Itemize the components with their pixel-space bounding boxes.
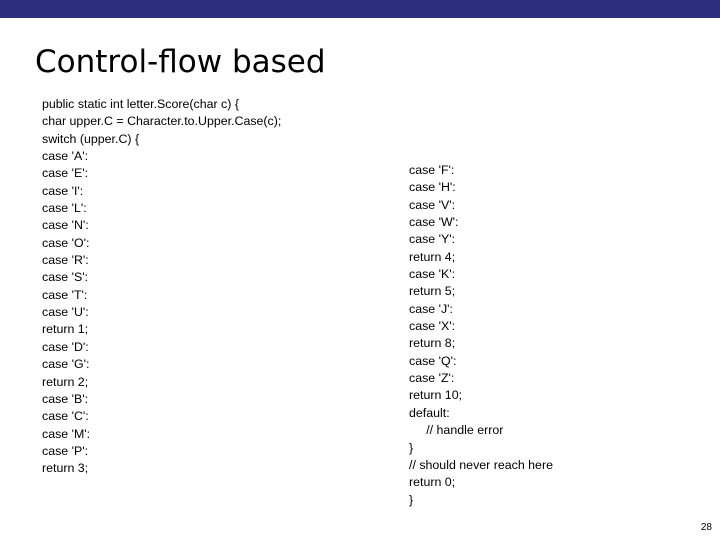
code-line: case 'X': (409, 319, 456, 334)
code-line: case 'Q': (409, 353, 457, 368)
code-line: case 'W': (409, 215, 459, 230)
code-line: default: (409, 405, 450, 420)
code-line: return 3; (42, 461, 89, 476)
code-line: case 'R': (42, 253, 89, 268)
code-line: case 'F': (409, 163, 455, 177)
code-line: case 'T': (42, 287, 88, 302)
code-line: char upper.C = Character.to.Upper.Case(c); (42, 114, 282, 129)
code-line: case 'B': (42, 391, 89, 406)
code-line: case 'E': (42, 166, 89, 181)
code-line: case 'M': (42, 426, 91, 441)
code-line: case 'Y': (409, 232, 456, 247)
code-line: case 'K': (409, 267, 456, 282)
code-line: case 'J': (409, 301, 453, 316)
code-line: return 2; (42, 374, 89, 389)
code-block-left (42, 96, 281, 478)
code-line: // should never reach here (409, 457, 553, 472)
code-line: } (409, 492, 414, 507)
code-line: case 'N': (42, 218, 89, 233)
code-line: case 'P': (42, 443, 89, 458)
code-line: return 8; (409, 336, 456, 351)
code-line: case 'V': (409, 197, 456, 212)
code-line: // handle error (409, 423, 504, 438)
slide-header-bar (0, 0, 720, 18)
slide-title: Control-flow based (35, 44, 326, 80)
code-line: return 10; (409, 388, 463, 403)
code-line: case 'Z': (409, 371, 455, 386)
code-block-right (409, 162, 553, 509)
code-line: return 5; (409, 284, 456, 299)
code-line: switch (upper.C) { (42, 131, 140, 146)
code-line: public static int letter.Score(char c) { (42, 97, 239, 111)
code-line: return 0; (409, 475, 456, 490)
code-line: case 'H': (409, 180, 456, 195)
code-line: return 1; (42, 322, 89, 337)
code-line: case 'D': (42, 339, 89, 354)
code-line: case 'O': (42, 235, 90, 250)
code-line: return 4; (409, 249, 456, 264)
page-number: 28 (700, 522, 712, 533)
code-line: case 'L': (42, 201, 87, 216)
code-line: case 'C': (42, 409, 89, 424)
code-line: case 'G': (42, 357, 90, 372)
code-line: case 'U': (42, 305, 89, 320)
code-line: case 'S': (42, 270, 89, 285)
code-line: case 'A': (42, 149, 89, 164)
code-line: case 'I': (42, 183, 84, 198)
code-line: } (409, 440, 414, 455)
